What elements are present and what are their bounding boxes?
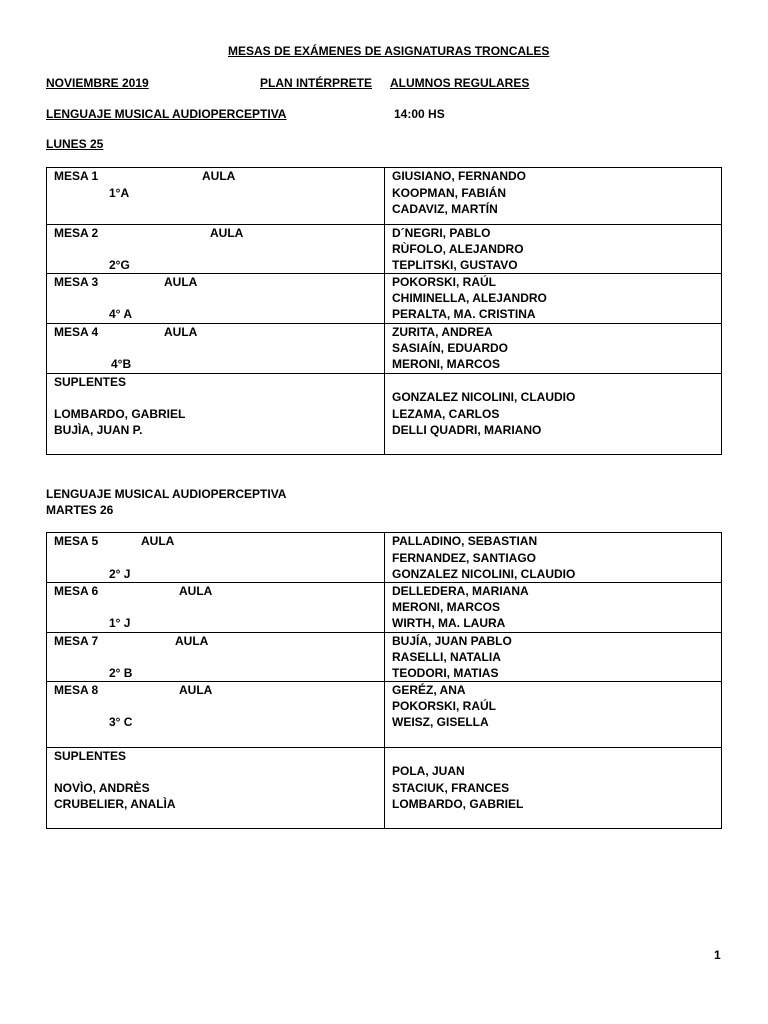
list-item: LOMBARDO, GABRIEL — [392, 797, 524, 811]
suplentes-row — [47, 748, 722, 829]
aula-label: AULA — [164, 275, 198, 289]
subject-heading: LENGUAJE MUSICAL AUDIOPERCEPTIVA — [46, 107, 287, 121]
list-item: MERONI, MARCOS — [392, 357, 500, 371]
list-item: DELLI QUADRI, MARIANO — [392, 423, 542, 437]
list-item: PALLADINO, SEBASTIAN — [392, 534, 538, 548]
aula-label: AULA — [179, 683, 213, 697]
aula-label: AULA — [179, 584, 213, 598]
list-item: CADAVIZ, MARTÍN — [392, 202, 498, 216]
suplentes-row — [47, 374, 722, 455]
list-item: GIUSIANO, FERNANDO — [392, 169, 527, 183]
list-item: RASELLI, NATALIA — [392, 650, 501, 664]
document-title: MESAS DE EXÁMENES DE ASIGNATURAS TRONCALES — [228, 44, 550, 58]
list-item: PERALTA, MA. CRISTINA — [392, 307, 536, 321]
mesas-table-lunes — [46, 167, 722, 455]
list-item: TEODORI, MATIAS — [392, 666, 499, 680]
page-number: 1 — [714, 948, 721, 962]
mesa-label: MESA 5 — [54, 534, 99, 548]
day-heading: MARTES 26 — [46, 503, 114, 517]
mesa-label: MESA 7 — [54, 634, 99, 648]
mesa-label: MESA 4 — [54, 325, 99, 339]
table-row — [47, 225, 722, 274]
exam-month: NOVIEMBRE 2019 — [46, 76, 149, 90]
students-label: ALUMNOS REGULARES — [390, 76, 530, 90]
aula-value: 4° A — [109, 307, 133, 321]
table-row — [47, 274, 722, 324]
subject-heading: LENGUAJE MUSICAL AUDIOPERCEPTIVA — [46, 487, 287, 501]
table-row — [47, 533, 722, 583]
suplentes-label: SUPLENTES — [54, 375, 127, 389]
list-item: LEZAMA, CARLOS — [392, 407, 500, 421]
table-row — [47, 168, 722, 225]
aula-value: 3° C — [109, 715, 133, 729]
aula-label: AULA — [202, 169, 236, 183]
list-item: GONZALEZ NICOLINI, CLAUDIO — [392, 567, 576, 581]
list-item: WIRTH, MA. LAURA — [392, 616, 506, 630]
list-item: TEPLITSKI, GUSTAVO — [392, 258, 518, 272]
aula-value: 1° J — [109, 616, 131, 630]
table-row — [47, 583, 722, 633]
mesa-label: MESA 2 — [54, 226, 99, 240]
aula-label: AULA — [210, 226, 244, 240]
list-item: SASIAÍN, EDUARDO — [392, 341, 509, 355]
list-item: RÙFOLO, ALEJANDRO — [392, 242, 524, 256]
list-item: ZURITA, ANDREA — [392, 325, 493, 339]
aula-value: 1°A — [109, 186, 130, 200]
exam-time: 14:00 HS — [394, 107, 445, 121]
list-item: D´NEGRI, PABLO — [392, 226, 491, 240]
aula-label: AULA — [141, 534, 175, 548]
list-item: MERONI, MARCOS — [392, 600, 500, 614]
list-item: CRUBELIER, ANALÌA — [54, 797, 176, 811]
aula-label: AULA — [175, 634, 209, 648]
day-heading: LUNES 25 — [46, 137, 104, 151]
mesa-label: MESA 1 — [54, 169, 99, 183]
mesa-label: MESA 6 — [54, 584, 99, 598]
list-item: DELLEDERA, MARIANA — [392, 584, 529, 598]
mesa-label: MESA 3 — [54, 275, 99, 289]
table-row — [47, 324, 722, 374]
list-item: POKORSKI, RAÚL — [392, 275, 497, 289]
list-item: BUJÌA, JUAN P. — [54, 423, 143, 437]
aula-label: AULA — [164, 325, 198, 339]
list-item: NOVÌO, ANDRÈS — [54, 781, 150, 795]
list-item: WEISZ, GISELLA — [392, 715, 489, 729]
list-item: POKORSKI, RAÚL — [392, 699, 497, 713]
list-item: FERNANDEZ, SANTIAGO — [392, 551, 536, 565]
list-item: STACIUK, FRANCES — [392, 781, 510, 795]
list-item: CHIMINELLA, ALEJANDRO — [392, 291, 547, 305]
suplentes-label: SUPLENTES — [54, 749, 127, 763]
list-item: LOMBARDO, GABRIEL — [54, 407, 186, 421]
list-item: GERÉZ, ANA — [392, 683, 466, 697]
table-row — [47, 682, 722, 748]
list-item: GONZALEZ NICOLINI, CLAUDIO — [392, 390, 576, 404]
list-item: KOOPMAN, FABIÁN — [392, 186, 506, 200]
list-item: POLA, JUAN — [392, 764, 465, 778]
mesa-label: MESA 8 — [54, 683, 99, 697]
aula-value: 2° J — [109, 567, 131, 581]
plan-label: PLAN INTÉRPRETE — [260, 76, 373, 90]
aula-value: 4°B — [111, 357, 132, 371]
aula-value: 2° B — [109, 666, 133, 680]
aula-value: 2°G — [109, 258, 130, 272]
list-item: BUJÍA, JUAN PABLO — [392, 634, 512, 648]
table-row — [47, 633, 722, 682]
mesas-table-martes — [46, 532, 722, 829]
